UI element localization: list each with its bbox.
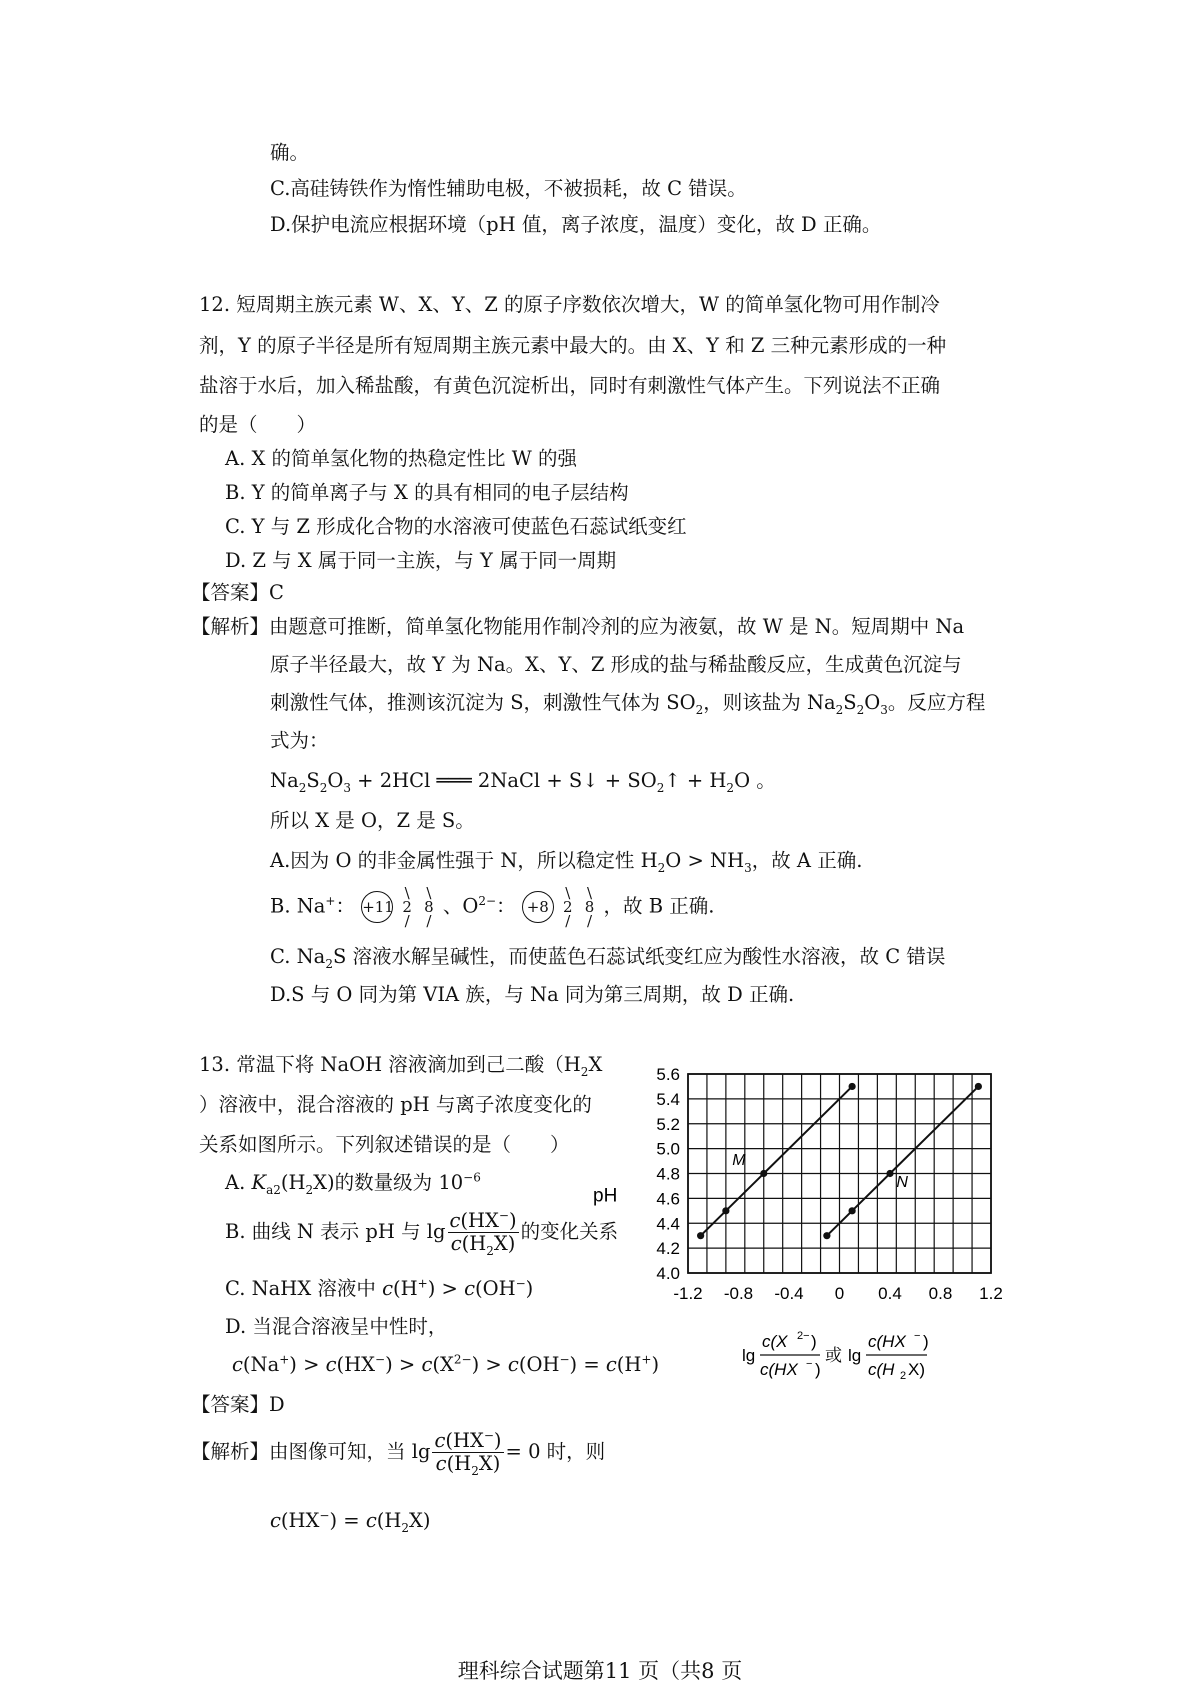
shell-value: 8 (584, 898, 595, 916)
analysis-tag: 【解析】 (191, 1440, 270, 1463)
q12-analysis-line-6: 所以 X 是 O，Z 是 S。 (270, 809, 475, 832)
q12-analysis-line-10: D.S 与 O 同为第 VIA 族，与 Na 同为第三周期，故 D 正确. (270, 983, 795, 1006)
q12-stem-4: 的是（ ） (199, 413, 317, 436)
text: B. Na (270, 894, 326, 918)
q13-answer (191, 1392, 285, 1418)
text: 。反应方程 (887, 691, 986, 714)
y-tick-label: 5.0 (656, 1139, 680, 1159)
q12-answer (191, 580, 284, 606)
q13-analysis-line-2: $c(HX^-) = c(H_2X)$ (270, 1508, 431, 1535)
y-tick-label: 5.4 (656, 1089, 680, 1109)
text: = 0 时，则 (505, 1440, 606, 1463)
answer-tag: 【答案】 (191, 581, 270, 604)
svg-text:): ) (811, 1332, 817, 1351)
q12-analysis-line-2: 原子半径最大，故 Y 为 Na。X、Y、Z 形成的盐与稀盐酸反应，生成黄色沉淀与 (270, 653, 962, 676)
text: 、O (442, 894, 479, 918)
fraction: $\frac{c(HX^-)}{c(H_2X)}$ (434, 1428, 502, 1478)
text: 刺激性气体，推测该沉淀为 S，刺激性气体为 SO (270, 691, 696, 714)
svg-text:lg: lg (848, 1346, 862, 1365)
y-tick-label: 4.8 (656, 1164, 680, 1184)
y-tick-label: 4.0 (656, 1264, 680, 1283)
text: 13. 常温下将 NaOH 溶液滴加到己二酸（H (199, 1053, 581, 1076)
q13-option-a: A. $K_{a2}(H_2X)$的数量级为 $10^{-6}$ (225, 1170, 481, 1197)
answer-value: D (269, 1393, 285, 1416)
q13-option-c: C. NaHX 溶液中 c(H+) > c(OH−) (225, 1276, 534, 1300)
text: A. (225, 1171, 252, 1194)
q13-stem-3: 关系如图所示。下列叙述错误的是（ ） (199, 1133, 570, 1156)
q13-option-d: D. 当混合溶液呈中性时， (225, 1315, 448, 1338)
q12-stem-2: 剂，Y 的原子半径是所有短周期主族元素中最大的。由 X、Y 和 Z 三种元素形成的一种 (199, 334, 947, 357)
na-nucleus: +11 (361, 891, 393, 923)
shell-value: 2 (402, 898, 412, 916)
q12-analysis-line-1 (191, 614, 964, 640)
x-tick-label: 1.2 (979, 1284, 1003, 1303)
shell-value: 2 (563, 898, 573, 916)
x-tick-label: -0.4 (774, 1284, 804, 1303)
q13-stem-2: ）溶液中，混合溶液的 pH 与离子浓度变化的 (199, 1093, 592, 1116)
svg-text:2−: 2− (797, 1330, 810, 1342)
q13-option-d-relation: $c(Na^+) > c(HX^-) > c(X^{2-}) > c(OH^-) = c(H^+)$ (232, 1352, 660, 1376)
na-shell-2: \ 8 / (424, 884, 434, 930)
svg-text:X): X) (908, 1360, 925, 1379)
x-tick-label: -1.2 (673, 1284, 703, 1303)
q13-stem-1: 13. 常温下将 NaOH 溶液滴加到己二酸（$H_2X$ (199, 1053, 603, 1079)
text: ，故 B 正确. (603, 894, 715, 918)
svg-text:c(X: c(X (762, 1332, 788, 1351)
x-axis-label (742, 1330, 929, 1382)
x-tick-label: 0.8 (928, 1284, 953, 1303)
y-tick-label: 4.6 (656, 1189, 680, 1209)
q12-stem-1: 12. 短周期主族元素 W、X、Y、Z 的原子序数依次增大，W 的简单氢化物可用作制冷 (199, 293, 940, 316)
y-tick-label: 5.2 (656, 1114, 680, 1134)
o-shell-2: \ 8 / (584, 884, 595, 930)
intro-line-3: D.保护电流应根据环境（pH 值，离子浓度，温度）变化，故 D 正确。 (270, 213, 882, 236)
svg-text:2: 2 (900, 1370, 907, 1382)
q12-analysis-line-4: 式为： (270, 729, 329, 752)
svg-text:c(H: c(H (868, 1360, 895, 1379)
data-point (849, 1083, 856, 1090)
q12-analysis-line-3: 刺激性气体，推测该沉淀为 S，刺激性气体为 $SO_2$，则该盐为 $Na_2S_2O_3$。反应方程 (270, 691, 986, 717)
data-point (886, 1170, 893, 1177)
svg-text:−: − (914, 1330, 921, 1342)
svg-text:c(HX: c(HX (760, 1360, 798, 1379)
x-tick-label: 0 (834, 1284, 845, 1303)
data-point (697, 1232, 704, 1239)
svg-text:): ) (923, 1332, 929, 1351)
text: 的变化关系 (520, 1220, 619, 1243)
page-footer: 理科综合试题第11 页（共8 页 (457, 1659, 743, 1683)
data-point (823, 1232, 830, 1239)
text: A.因为 O 的非金属性强于 N，所以稳定性 H (270, 849, 658, 872)
answer-value: C (269, 581, 284, 604)
q12-option-b: B. Y 的简单离子与 X 的具有相同的电子层结构 (225, 481, 629, 504)
y-tick-label: 4.4 (656, 1214, 680, 1234)
x-tick-label: 0.4 (878, 1284, 902, 1303)
q12-analysis-line-7: A.因为 O 的非金属性强于 N，所以稳定性 $H_2O > NH_3$，故 A 正确. (270, 849, 863, 875)
svg-text:lg: lg (742, 1346, 756, 1365)
data-point (849, 1207, 856, 1214)
svg-text:c(HX: c(HX (868, 1332, 906, 1351)
series-label-m: M (732, 1151, 746, 1169)
y-axis-label: pH (593, 1185, 618, 1207)
text: O (864, 691, 881, 714)
analysis-tag: 【解析】 (191, 615, 270, 638)
q13-option-b (225, 1208, 618, 1256)
svg-text:): ) (815, 1360, 821, 1379)
answer-tag: 【答案】 (191, 1393, 270, 1416)
q12-option-c: C. Y 与 Z 形成化合物的水溶液可使蓝色石蕊试纸变红 (225, 515, 687, 538)
q12-equation: $Na_2S_2O_3 + 2HCl$ ═══ 2NaCl + S↓ + $SO_2↑ + H_2O$ 。 (270, 769, 776, 795)
data-point (722, 1207, 729, 1214)
q12-analysis-line-8: B. Na+： +11 \ 2 / \ 8 / 、$O^{2-}$： +8 \ 2 / \ 8 / ，故 B 正确. (270, 884, 715, 930)
shell-value: 8 (424, 898, 434, 916)
text: 的数量级为 10 (334, 1171, 464, 1194)
analysis-text: 由题意可推断，简单氢化物能用作制冷剂的应为液氨，故 W 是 N。短周期中 Na (269, 615, 965, 638)
text: S 溶液水解呈碱性，而使蓝色石蕊试纸变红应为酸性水溶液，故 C 错误 (332, 945, 946, 968)
text: C. Na (270, 945, 326, 968)
ph-chart (593, 1055, 1105, 1435)
svg-text:−: − (806, 1358, 813, 1370)
q12-option-a: A. X 的简单氢化物的热稳定性比 W 的强 (225, 447, 577, 470)
o-nucleus: +8 (522, 891, 554, 923)
intro-line-2: C.高硅铸铁作为惰性辅助电极，不被损耗，故 C 错误。 (270, 177, 747, 200)
y-tick-label: 5.6 (656, 1065, 680, 1084)
text: C. NaHX 溶液中 (225, 1277, 383, 1300)
series-label-n: N (896, 1174, 908, 1192)
text: ，则该盐为 Na (703, 691, 836, 714)
text: 由图像可知，当 lg (269, 1440, 431, 1463)
text: S (843, 691, 857, 714)
o-shell-1: \ 2 / (563, 884, 573, 930)
y-tick-label: 4.2 (656, 1239, 680, 1259)
text: ，故 A 正确. (751, 849, 863, 872)
data-point (975, 1083, 982, 1090)
q12-analysis-line-9: C. $Na_2S$ 溶液水解呈碱性，而使蓝色石蕊试纸变红应为酸性水溶液，故 C 错误 (270, 945, 946, 971)
intro-line-1: 确。 (270, 141, 310, 164)
data-point (760, 1170, 767, 1177)
text: B. 曲线 N 表示 pH 与 lg (225, 1220, 446, 1243)
q13-analysis-line-1 (191, 1428, 605, 1476)
svg-text:或: 或 (825, 1346, 842, 1365)
q12-option-d: D. Z 与 X 属于同一主族，与 Y 属于同一周期 (225, 549, 617, 572)
x-tick-label: -0.8 (723, 1284, 754, 1303)
fraction: $\frac{c(HX^-)}{c(H_2X)}$ (449, 1208, 517, 1258)
text: O > NH (665, 849, 745, 872)
q12-stem-3: 盐溶于水后，加入稀盐酸，有黄色沉淀析出，同时有刺激性气体产生。下列说法不正确 (199, 374, 941, 397)
equation-text: 2HCl ═══ 2NaCl + S↓ + SO (379, 769, 657, 792)
na-shell-1: \ 2 / (402, 884, 412, 930)
